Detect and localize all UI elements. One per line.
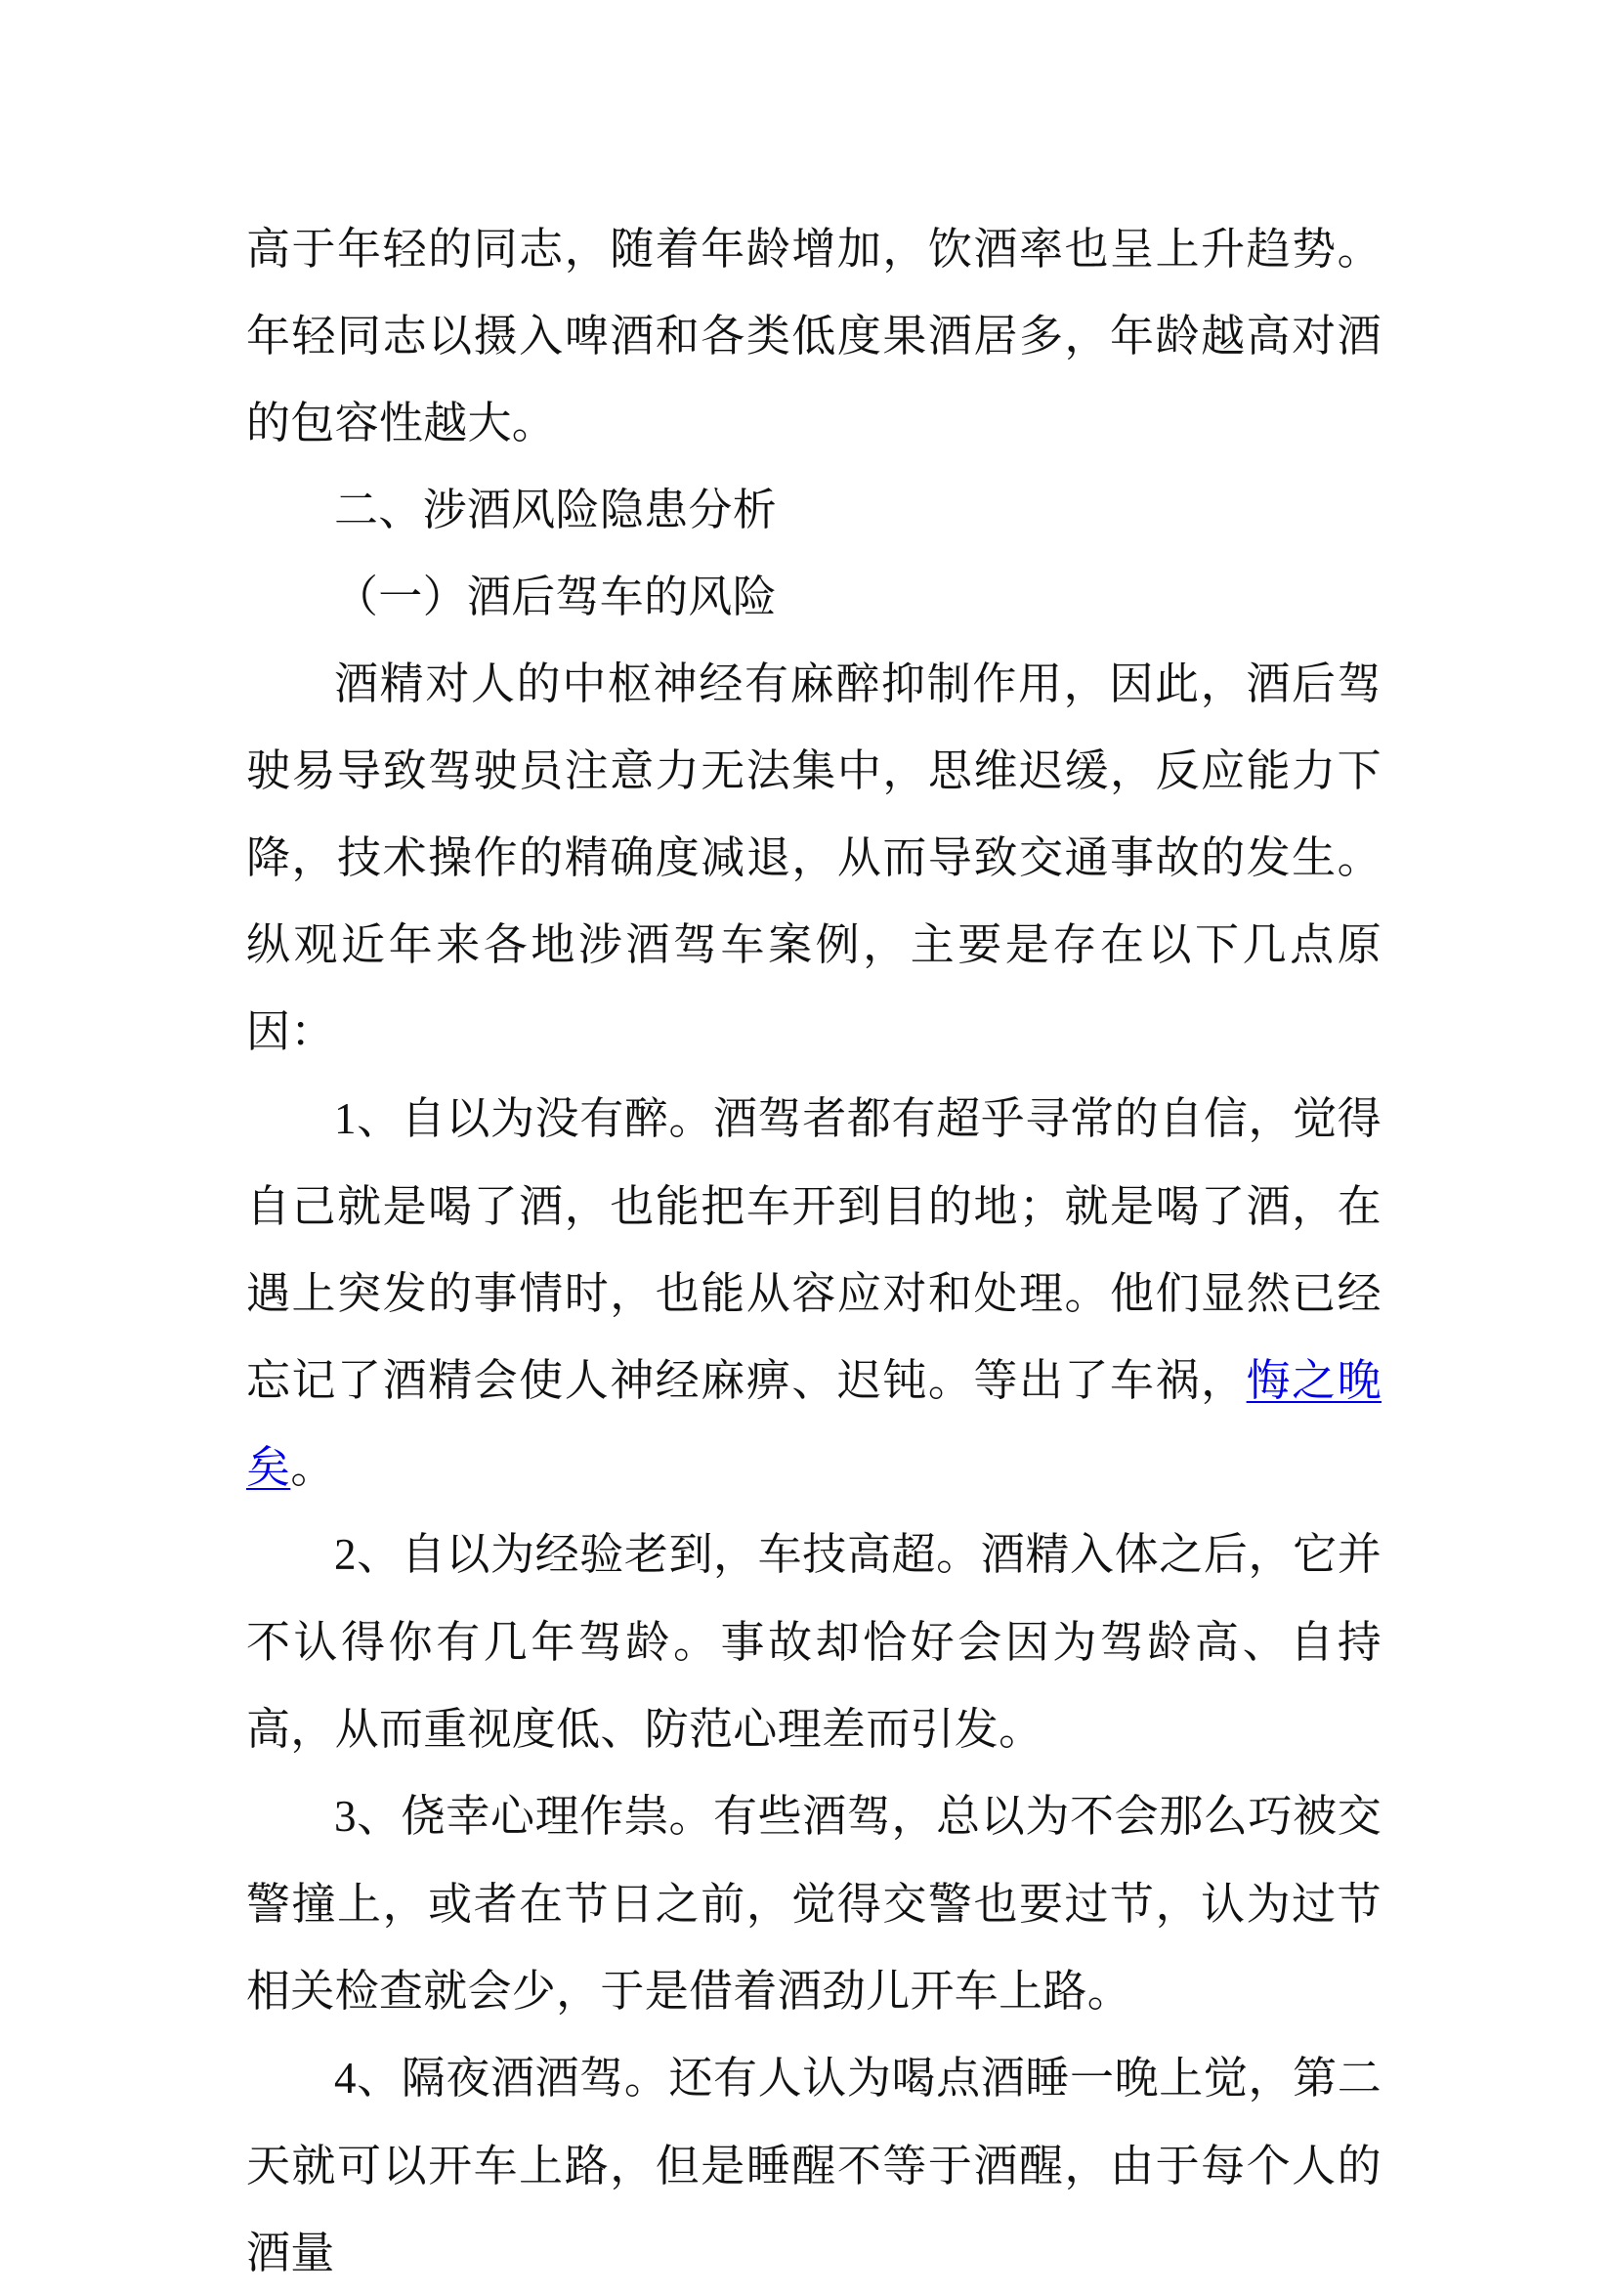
- list-item-2: [246, 1510, 1382, 1772]
- intro-paragraph: 酒精对人的中枢神经有麻醉抑制作用，因此，酒后驾驶易导致驾驶员注意力无法集中，思维迟缓，反应能力下降，技术操作的精确度减退，从而导致交通事故的发生。纵观近年来各地涉酒驾车案例，主要是存在以下几点原因：: [246, 658, 1382, 1057]
- list-item-3: [246, 1772, 1382, 2034]
- hyperlink-regret[interactable]: 悔之晚矣: [246, 1354, 1382, 1493]
- continued-paragraph: 高于年轻的同志，随着年龄增加，饮酒率也呈上升趋势。年轻同志以摄入啤酒和各类低度果酒居多，年龄越高对酒的包容性越大。: [246, 223, 1382, 448]
- item-number: 1: [334, 1094, 357, 1143]
- item-text: 、自以为经验老到，车技高超。酒精入体之后，它并不认得你有几年驾龄。事故却恰好会因为驾龄高、自持高，从而重视度低、防范心理差而引发。: [246, 1528, 1382, 1755]
- item-text: 、隔夜酒酒驾。还有人认为喝点酒睡一晚上觉，第二天就可以开车上路，但是睡醒不等于酒醒，由于每个人的酒量: [246, 2052, 1382, 2278]
- item-tail: 。: [290, 1441, 335, 1493]
- subsection-heading: （一）酒后驾车的风险: [334, 571, 778, 622]
- item-text: 、自以为没有醉。酒驾者都有超乎寻常的自信，觉得自己就是喝了酒，也能把车开到目的地；就是喝了酒，在遇上突发的事情时，也能从容应对和处理。他们显然已经忘记了酒精会使人神经麻痹、迟钝。等出了车祸，: [246, 1092, 1382, 1406]
- item-text: 、侥幸心理作祟。有些酒驾，总以为不会那么巧被交警撞上，或者在节日之前，觉得交警也要过节，认为过节相关检查就会少，于是借着酒劲儿开车上路。: [246, 1790, 1382, 2017]
- list-item-1: [246, 1075, 1382, 1510]
- document-body: [246, 205, 1382, 2296]
- list-item-4: [246, 2034, 1382, 2296]
- item-number: 3: [334, 1792, 357, 1841]
- item-number: 2: [334, 1530, 357, 1579]
- section-heading: 二、涉酒风险隐患分析: [334, 484, 778, 535]
- item-number: 4: [334, 2054, 357, 2103]
